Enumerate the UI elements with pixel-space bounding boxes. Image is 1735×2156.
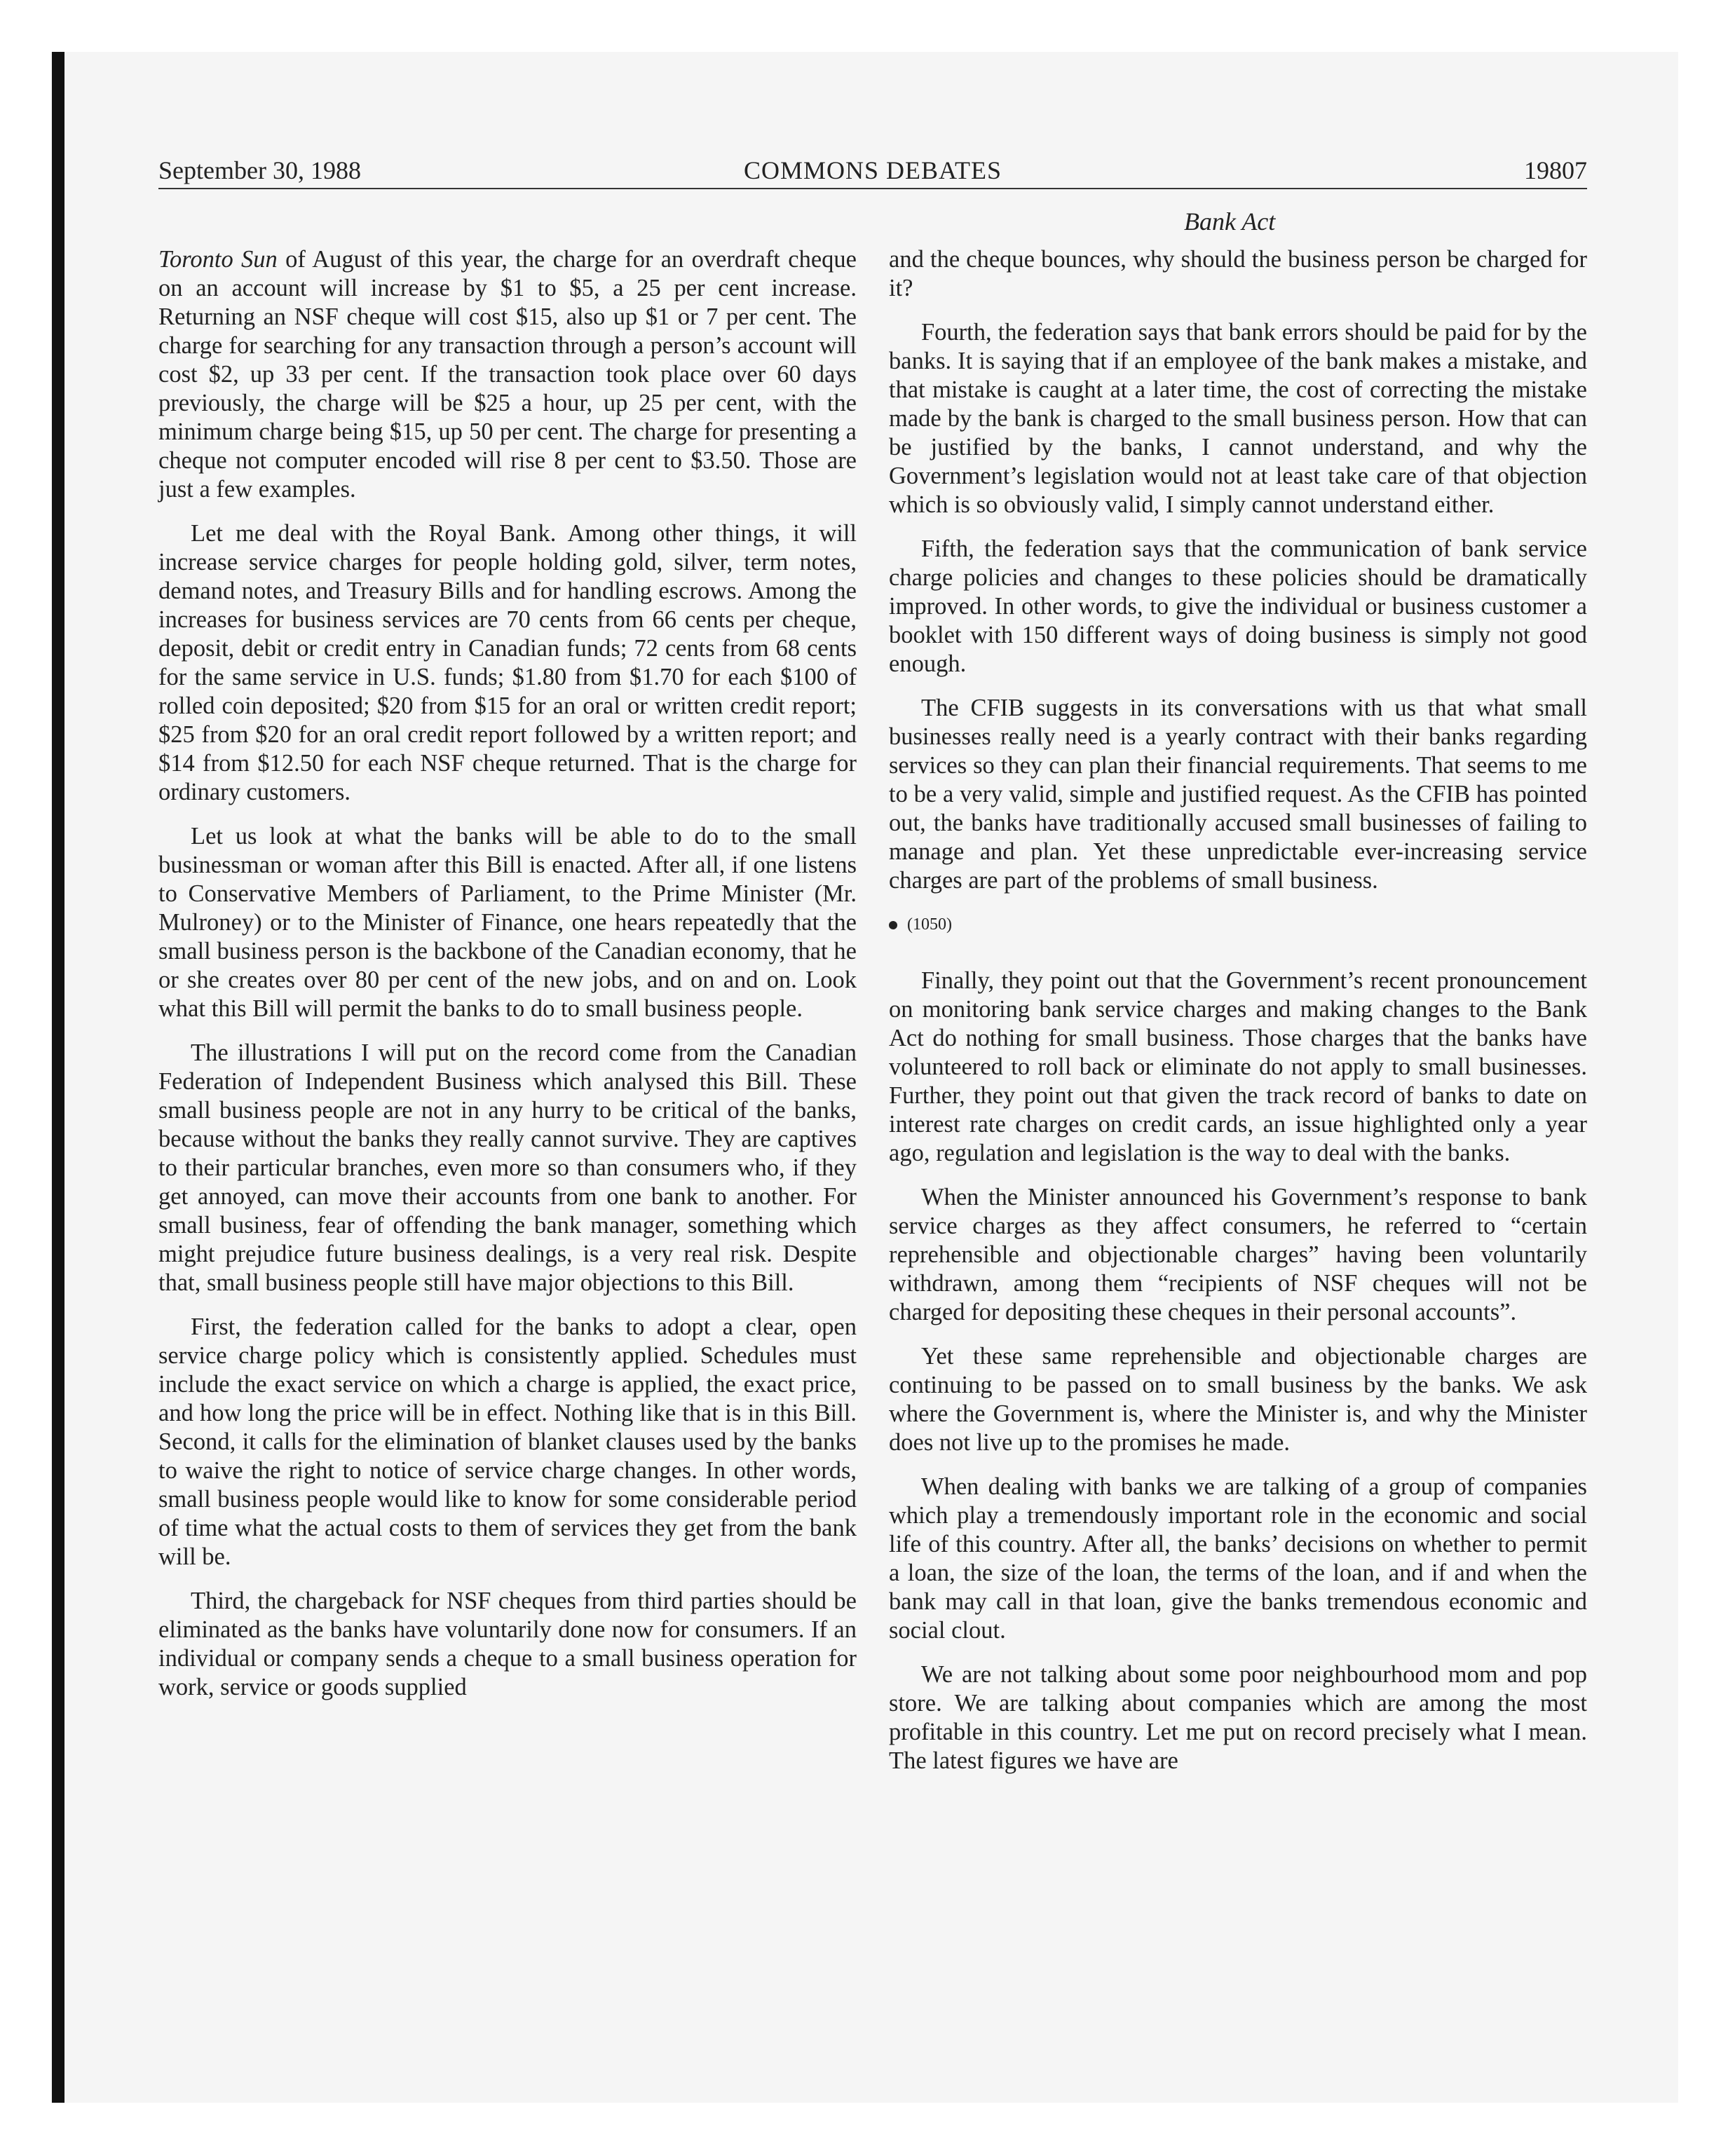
paragraph: Fifth, the federation says that the communication of bank service charge policies and changes to these policies should be dramatically improved. In other words, to give the individual or business customer a booklet with 150 different ways of doing business is simply not good enough. bbox=[889, 535, 1587, 677]
bullet-dot-icon bbox=[889, 921, 897, 929]
time-marker-label: (1050) bbox=[907, 915, 952, 934]
header-page-number: 19807 bbox=[1524, 156, 1587, 184]
paragraph bbox=[158, 245, 857, 504]
paragraph: The CFIB suggests in its conversations with us that what small businesses really need is a yearly contract with their banks regarding services so they can plan their financial requirements. That seems to me to be a very valid, simple and justified request. As the CFIB has pointed out, the banks have traditionally accused small businesses of failing to manage and plan. Yet these unpredictable ever-increasing service charges are part of the problems of small business. bbox=[889, 695, 1587, 894]
paragraph: Let me deal with the Royal Bank. Among other things, it will increase service charges for people holding gold, silver, term notes, demand notes, and Treasury Bills and for handling escrows. Among the increases for business services are 70 cents from 66 cents per cheque, deposit, debit or credit entry in Canadian funds; 72 cents from 68 cents for the same service in U.S. funds; $1.80 from $1.70 for each $100 of rolled coin deposited; $20 from $15 for an oral or written credit report; $25 from $20 for an oral credit report followed by a written report; and $14 from $12.50 for each NSF cheque returned. That is the charge for ordinary customers. bbox=[158, 520, 857, 805]
paragraph: The illustrations I will put on the record come from the Canadian Federation of Independent Business which analysed this Bill. These small business people are not in any hurry to be critical of the banks, because without the banks they really cannot survive. They are captives to their particular branches, even more so than consumers who, if they get annoyed, can move their accounts from one bank to another. For small business, fear of offending the bank manager, something which might prejudice future business dealings, is a very real risk. Despite that, small business people still have major objections to this Bill. bbox=[158, 1039, 857, 1296]
paragraph: Let us look at what the banks will be able to do to the small businessman or woman after this Bill is enacted. After all, if one listens to Conservative Members of Parliament, to the Prime Minister (Mr. Mulroney) or to the Minister of Finance, one hears repeatedly that the small business person is the backbone of the Canadian economy, that he or she creates over 80 per cent of the new jobs, and on and on. Look what this Bill will permit the banks to do to small business people. bbox=[158, 823, 857, 1022]
header-title: COMMONS DEBATES bbox=[743, 156, 1002, 184]
italic-source: Toronto Sun bbox=[158, 246, 278, 273]
paragraph: Finally, they point out that the Government’s recent pronouncement on monitoring bank service charges and making changes to the Bank Act do nothing for small business. Those charges that the banks have volunteered to roll back or eliminate do not apply to small businesses. Further, they point out that given the track record of banks to date on interest rate charges on credit cards, an issue highlighted only a year ago, regulation and legislation is the way to deal with the banks. bbox=[889, 967, 1587, 1166]
paragraph: We are not talking about some poor neighbourhood mom and pop store. We are talking about companies which are among the most profitable in this country. Let me put on record precisely what I mean. The latest figures we have are bbox=[889, 1661, 1587, 1774]
time-marker bbox=[889, 910, 1587, 939]
right-column bbox=[889, 245, 1587, 1791]
paragraph: Fourth, the federation says that bank errors should be paid for by the banks. It is saying that if an employee of the bank makes a mistake, and that mistake is caught at a later time, the cost of correcting the mistake made by the bank is charged to the small business person. How that can be justified by the banks, I cannot understand, and why the Government’s legislation would not at least take care of that objection which is so obviously valid, I simply cannot understand either. bbox=[889, 319, 1587, 518]
paragraph: Yet these same reprehensible and objectionable charges are continuing to be passed on to small business by the banks. We ask where the Government is, where the Minister is, and why the Minister does not live up to the promises he made. bbox=[889, 1343, 1587, 1456]
paragraph: First, the federation called for the banks to adopt a clear, open service charge policy which is consistently applied. Schedules must include the exact service on which a charge is applied, the exact price, and how long the price will be in effect. Nothing like that is in this Bill. Second, it calls for the elimination of blanket clauses used by the banks to waive the right to notice of service charge changes. In other words, small business people would like to know for some considerable period of time what the actual costs to them of services they get from the bank will be. bbox=[158, 1314, 857, 1570]
paragraph: Third, the chargeback for NSF cheques from third parties should be eliminated as the banks have voluntarily done now for consumers. If an individual or company sends a cheque to a small business operation for work, service or goods supplied bbox=[158, 1588, 857, 1700]
binding-edge bbox=[52, 52, 64, 2103]
paragraph-text: of August of this year, the charge for an overdraft cheque on an account will increase by $1 to $5, a 25 per cent increase. Returning an NSF cheque will cost $15, also up $1 or 7 per cent. The charge for searching for any transaction through a person’s account will cost $2, up 33 per cent. If the transaction took place over 60 days previously, the charge will be $25 a hour, up 25 per cent, with the minimum charge being $15, up 50 per cent. The charge for presenting a cheque not computer encoded will rise 8 per cent to $3.50. Those are just a few examples. bbox=[158, 246, 857, 503]
left-column bbox=[158, 245, 857, 1717]
page-header bbox=[158, 153, 1587, 189]
header-date: September 30, 1988 bbox=[158, 156, 361, 184]
section-title: Bank Act bbox=[1184, 207, 1276, 236]
paragraph: and the cheque bounces, why should the business person be charged for it? bbox=[889, 246, 1587, 301]
paragraph: When dealing with banks we are talking of a group of companies which play a tremendously important role in the economic and social life of this country. After all, the banks’ decisions on whether to permit a loan, the size of the loan, the terms of the loan, and if and when the bank may call in that loan, give the banks tremendous economic and social clout. bbox=[889, 1473, 1587, 1644]
paragraph: When the Minister announced his Government’s response to bank service charges as they affect consumers, he referred to “certain reprehensible and objectionable charges” having been voluntarily withdrawn, among them “recipients of NSF cheques will not be charged for depositing these cheques in their personal accounts”. bbox=[889, 1184, 1587, 1325]
